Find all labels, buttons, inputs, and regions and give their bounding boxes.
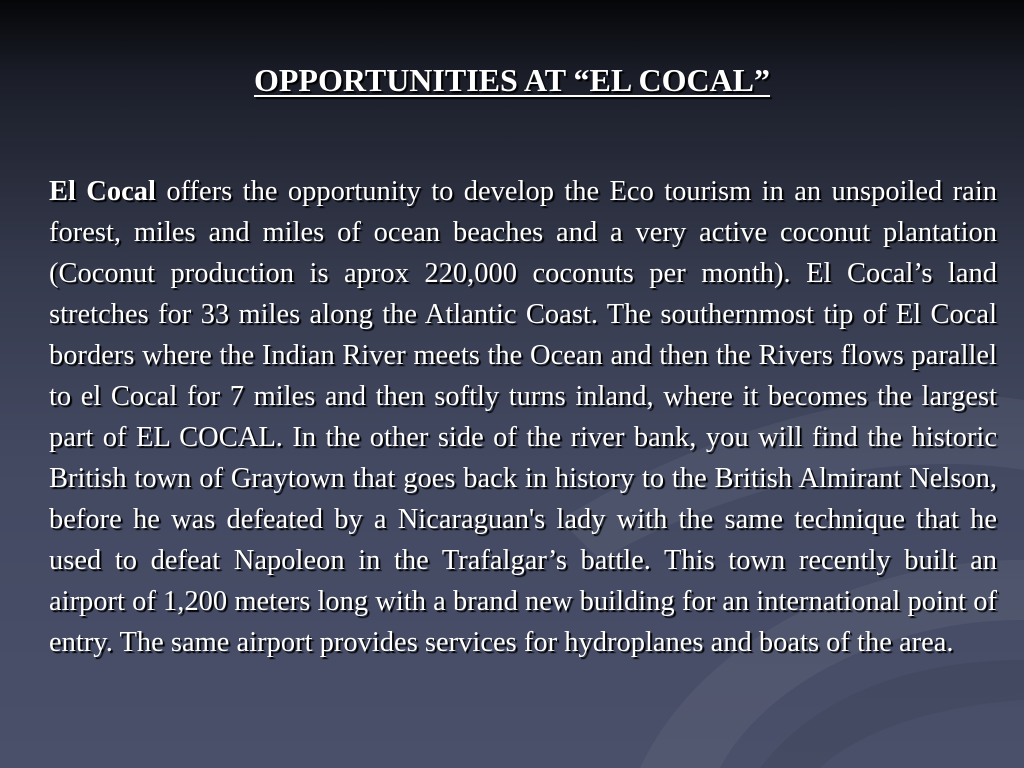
- slide-body-paragraph: [49, 171, 997, 663]
- body-text: offers the opportunity to develop the Eco tourism in an unspoiled rain forest, miles and miles of ocean beaches and a very active coconut plantation (Coconut production is aprox 220,000 coconuts per month). El Cocal’s land stretches for 33 miles along the Atlantic Coast. The southernmost tip of El Cocal borders where the Indian River meets the Ocean and then the Rivers flows parallel to el Cocal for 7 miles and then softly turns inland, where it becomes the largest part of EL COCAL. In the other side of the river bank, you will find the historic British town of Graytown that goes back in history to the British Almirant Nelson, before he was defeated by a Nicaraguan's lady with the same technique that he used to defeat Napoleon in the Trafalgar’s battle. This town recently built an airport of 1,200 meters long with a brand new building for an international point of entry. The same airport provides services for hydroplanes and boats of the area.: [49, 176, 997, 658]
- slide-title: OPPORTUNITIES AT “EL COCAL”: [253, 62, 771, 98]
- body-lead-bold: El Cocal: [49, 176, 156, 207]
